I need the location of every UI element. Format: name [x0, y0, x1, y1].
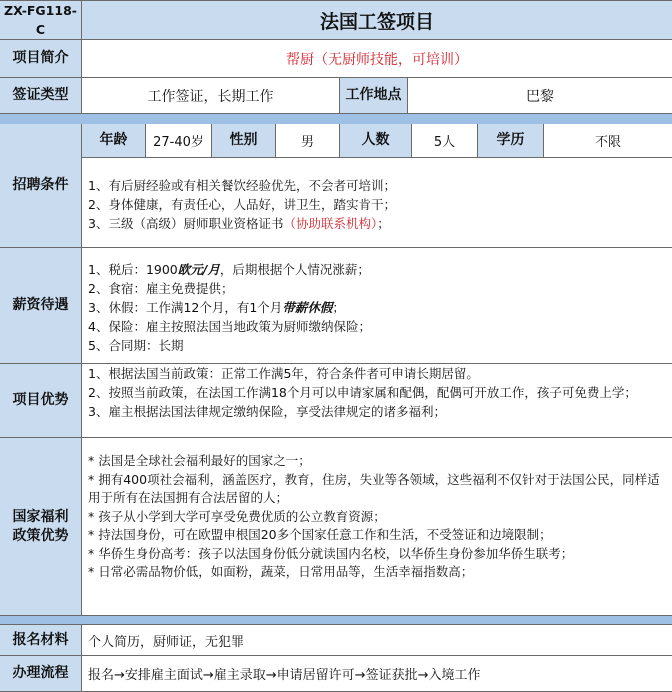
salary-item — [88, 298, 668, 317]
gender-value: 男 — [276, 124, 340, 157]
title-row — [0, 0, 672, 40]
salary-item — [88, 260, 668, 279]
welfare-item: * 拥有400项社会福利，涵盖医疗，教育，住房，失业等各领域，这些福利不仅针对于法国公民，同样适用于所有在法国拥有合法居留的人； — [88, 471, 660, 505]
section-divider — [0, 616, 672, 624]
work-location-label: 工作地点 — [340, 78, 408, 113]
welfare-item: * 孩子从小学到大学可享受免费优质的公立教育资源； — [88, 508, 386, 524]
paid-leave: 带薪休假 — [282, 300, 333, 315]
age-label: 年龄 — [82, 124, 146, 157]
requirement-item-text: 3、三级（高级）厨师职业资格证书 — [88, 216, 284, 231]
welfare-label — [0, 438, 82, 615]
count-label: 人数 — [340, 124, 412, 157]
advantage-item: 3、雇主根据法国法律规定缴纳保险，享受法律规定的诸多福利； — [88, 404, 446, 419]
materials-row — [0, 624, 672, 656]
advantages-label: 项目优势 — [0, 364, 82, 437]
salary-item-end: ，后期根据个人情况涨薪； — [219, 262, 370, 277]
age-value: 27-40岁 — [146, 124, 212, 157]
advantages-list — [82, 364, 672, 437]
count-value: 5人 — [412, 124, 478, 157]
requirements-label — [0, 124, 82, 248]
work-location-value: 巴黎 — [526, 88, 554, 105]
process-value: 报名→安排雇主面试→雇主录取→申请居留许可→签证获批→入境工作 — [88, 668, 481, 683]
visa-row — [0, 78, 672, 114]
requirements-attr-row — [82, 124, 672, 158]
project-code: ZX-FG118-C — [0, 1, 82, 39]
materials-label: 报名材料 — [0, 625, 82, 655]
salary-label: 薪资待遇 — [0, 248, 82, 363]
section-divider — [0, 114, 672, 124]
welfare-item: * 华侨生身份高考：孩子以法国身份低分就读国内名校，以华侨生身份参加华侨生联考； — [88, 545, 574, 561]
welfare-label-text: 国家福利政策优势 — [12, 508, 69, 544]
welfare-item: * 持法国身份，可在欧盟申根国20多个国家任意工作和生活，不受签证和边境限制； — [88, 527, 552, 542]
page-title: 法国工签项目 — [82, 1, 672, 39]
salary-item-text: 3、休假：工作满12个月，有1个月 — [88, 300, 283, 315]
process-label: 办理流程 — [0, 656, 82, 691]
salary-row — [0, 248, 672, 364]
welfare-row — [0, 438, 672, 616]
intro-value: 帮厨（无厨师技能，可培训） — [286, 51, 468, 68]
requirement-item: 1、有后厨经验或有相关餐饮经验优先，不会者可培训； — [88, 178, 396, 193]
visa-type-value: 工作签证，长期工作 — [82, 78, 340, 113]
advantage-item: 1、根据法国当前政策：正常工作满5年，符合条件者可申请长期居留。 — [88, 366, 479, 381]
salary-item: 5、合同期：长期 — [88, 338, 184, 353]
salary-currency: 欧元/月 — [177, 262, 220, 277]
education-label: 学历 — [478, 124, 544, 157]
welfare-item: * 日常必需品物价低，如面粉，蔬菜，日常用品等，生活幸福指数高； — [88, 564, 474, 579]
requirements-detail-row — [82, 158, 672, 248]
requirements-list — [82, 158, 672, 247]
advantage-item: 2、按照当前政策，在法国工作满18个月可以申请家属和配偶，配偶可开放工作，孩子可免费上学； — [88, 385, 637, 400]
salary-list — [82, 248, 672, 363]
salary-item: 2、食宿：雇主免费提供； — [88, 281, 234, 296]
salary-item-end: ； — [332, 300, 345, 315]
education-value: 不限 — [594, 135, 621, 150]
requirement-note: （协助联系机构） — [283, 216, 378, 231]
requirements-label-text: 招聘条件 — [12, 177, 69, 193]
salary-item-text: 1、税后：1900 — [88, 262, 178, 277]
requirement-item — [88, 214, 668, 233]
intro-row — [0, 40, 672, 78]
welfare-list — [82, 438, 672, 615]
visa-type-label: 签证类型 — [0, 78, 82, 113]
requirement-item: 2、身体健康，有责任心，人品好，讲卫生，踏实肯干； — [88, 197, 396, 212]
process-row — [0, 656, 672, 692]
intro-label: 项目简介 — [0, 40, 82, 77]
requirement-item-end: ； — [377, 216, 390, 231]
advantages-row — [0, 364, 672, 438]
gender-label: 性别 — [212, 124, 276, 157]
salary-item: 4、保险：雇主按照法国当地政策为厨师缴纳保险； — [88, 319, 371, 334]
welfare-item: * 法国是全球社会福利最好的国家之一； — [88, 453, 311, 468]
materials-value: 个人简历，厨师证，无犯罪 — [88, 634, 245, 650]
